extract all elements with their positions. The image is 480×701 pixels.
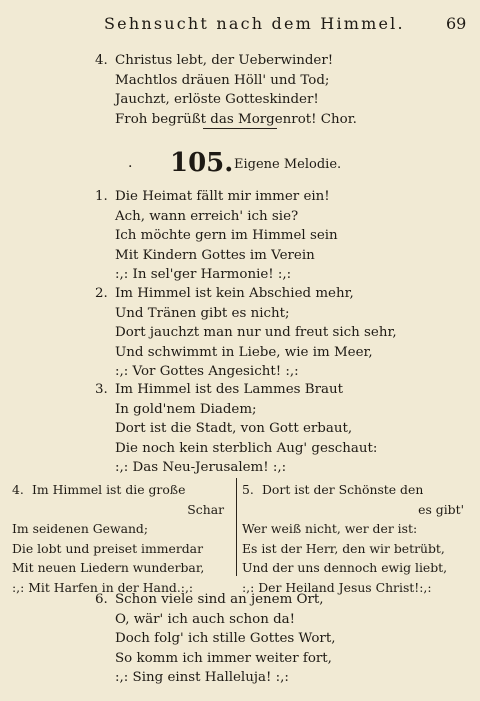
stanza-line: :,: Vor Gottes Angesicht! :,: — [115, 364, 299, 379]
stanza-line: Im Himmel ist kein Abschied mehr, — [115, 286, 354, 301]
stanza-line: Mit neuen Liedern wunderbar, — [12, 560, 205, 575]
stanza-line: Es ist der Herr, den wir betrübt, — [242, 540, 445, 556]
stanza-line: :,: In sel'ger Harmonie! :,: — [115, 267, 292, 282]
stanza-number: 6. — [95, 592, 108, 607]
stanza-line: O, wär' ich auch schon da! — [115, 611, 296, 627]
stanza-line: Die Heimat fällt mir immer ein! — [115, 189, 330, 204]
stanza-line: In gold'nem Diadem; — [115, 401, 257, 417]
stanza-number: 4. — [12, 482, 24, 497]
stanza-line: So komm ich immer weiter fort, — [115, 650, 332, 666]
stanza-line: Im seidenen Gewand; — [12, 521, 149, 536]
stanza-line: Und schwimmt in Liebe, wie im Meer, — [115, 344, 373, 360]
stanza-line: Dort ist die Stadt, von Gott erbaut, — [115, 421, 353, 436]
stanza-line: Wer weiß nicht, wer der ist: — [242, 521, 418, 536]
stanza-line: :,: Der Heiland Jesus Christ!:,: — [242, 579, 432, 595]
hymn-marker: . — [128, 155, 133, 171]
stanza-line-overflow: Schar — [187, 501, 224, 517]
stanza-line: :,: Mit Harfen in der Hand.:,: — [12, 579, 194, 595]
stanza-line: Christus lebt, der Ueberwinder! — [115, 53, 334, 68]
stanza-line: Doch folg' ich stille Gottes Wort, — [115, 631, 336, 646]
stanza-4 — [12, 480, 224, 597]
stanza-number: 1. — [95, 189, 108, 204]
stanza-line: Die noch kein sterblich Aug' geschaut: — [115, 440, 378, 456]
stanza-line: Und Tränen gibt es nicht; — [115, 305, 290, 321]
stanza-line: Froh begrüßt das Morgenrot! Chor. — [115, 111, 357, 127]
stanza-number: 5. — [242, 482, 254, 497]
page-number: 69 — [446, 14, 467, 33]
stanza-line: Und der uns dennoch ewig liebt, — [242, 560, 448, 575]
previous-hymn-stanza-4 — [95, 51, 357, 129]
stanza-line-overflow: es gibt' — [418, 501, 464, 517]
column-divider — [236, 478, 237, 576]
stanza-line: :,: Das Neu-Jerusalem! :,: — [115, 460, 287, 475]
section-divider — [203, 128, 277, 129]
stanza-line: Ach, wann erreich' ich sie? — [115, 208, 299, 224]
stanza-line: Im Himmel ist die große — [32, 482, 186, 497]
stanza-line: Die lobt und preiset immerdar — [12, 540, 203, 556]
stanza-line: Mit Kindern Gottes im Verein — [115, 247, 315, 263]
stanza-line: Jauchzt, erlöste Gotteskinder! — [115, 92, 319, 107]
stanza-line: Dort ist der Schönste den — [262, 482, 424, 497]
stanza-number: 3. — [95, 382, 108, 397]
stanza-3 — [95, 380, 377, 478]
stanza-line: Schon viele sind an jenem Ort, — [115, 592, 324, 607]
melody-note: Eigene Melodie. — [234, 157, 342, 172]
page-header — [0, 14, 480, 38]
running-title: Sehnsucht nach dem Himmel. — [104, 14, 405, 33]
stanza-1 — [95, 187, 338, 285]
stanza-number: 2. — [95, 286, 108, 301]
stanza-6 — [95, 590, 335, 688]
stanza-5 — [242, 480, 464, 597]
stanza-line: Im Himmel ist des Lammes Braut — [115, 382, 344, 397]
hymn-number: 105. — [170, 148, 234, 178]
stanza-line: :,: Sing einst Halleluja! :,: — [115, 670, 289, 685]
stanza-line: Ich möchte gern im Himmel sein — [115, 228, 338, 243]
stanza-line: Dort jauchzt man nur und freut sich sehr, — [115, 325, 397, 340]
stanza-2 — [95, 284, 397, 382]
stanza-number: 4. — [95, 53, 108, 68]
stanza-line: Machtlos dräuen Höll' und Tod; — [115, 72, 330, 88]
